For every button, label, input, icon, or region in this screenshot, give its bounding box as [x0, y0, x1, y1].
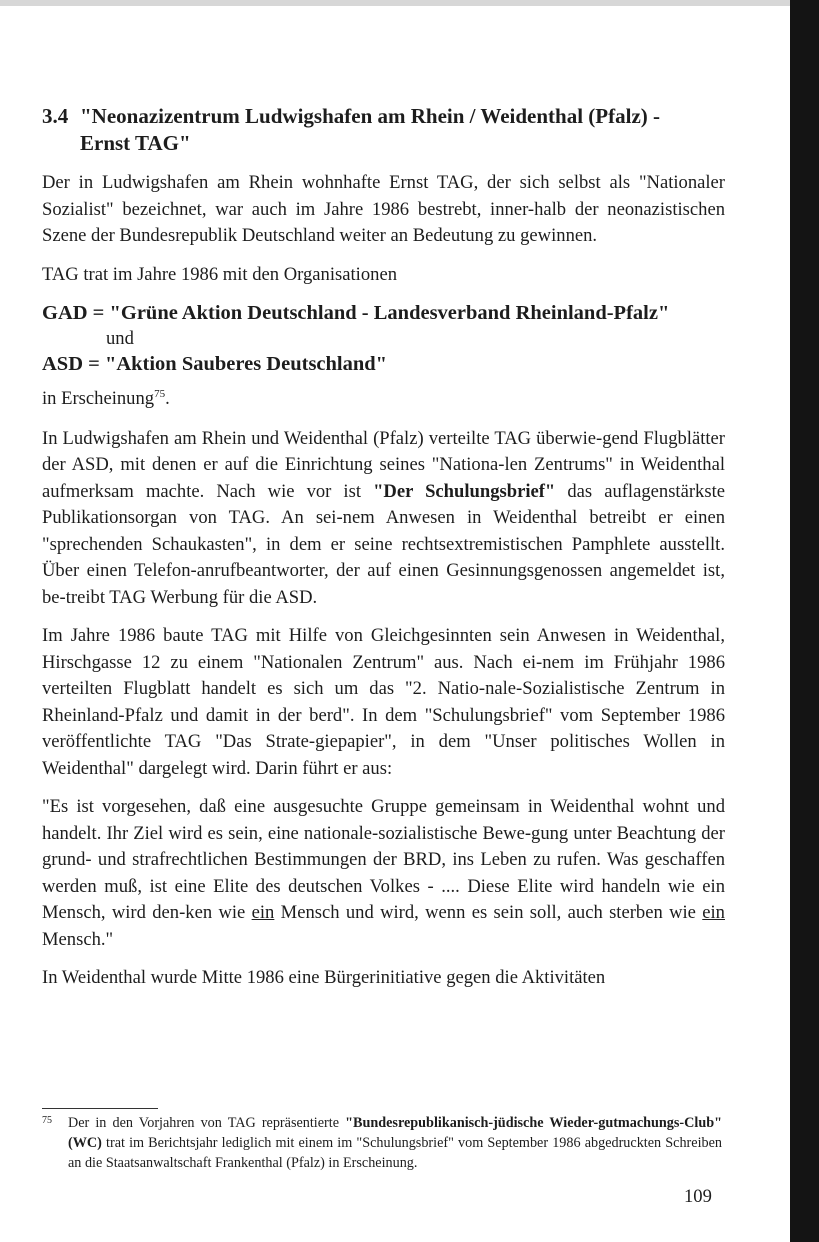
paragraph-appearance: in Erscheinung$^{75}$. [42, 387, 170, 409]
book-binding-edge [790, 0, 819, 1242]
publication-name: "Der Schulungsbrief" [373, 480, 556, 502]
organisation-asd: ASD = "Aktion Sauberes Deutschland" [42, 353, 388, 375]
footnote-reference: 75 [154, 387, 166, 400]
page-content [42, 103, 725, 1004]
underlined-word: ein [251, 902, 275, 923]
page-top-edge [0, 0, 790, 6]
section-title-line-2: Ernst TAG" [80, 131, 191, 155]
footnote-divider [42, 1108, 158, 1109]
paragraph-intro: Der in Ludwigshafen am Rhein wohnhafte Ernst TAG, der sich selbst als "Nationaler Sozialist" bezeichnet, war auch im Jahre 1986 bestrebt, inner-halb der neonazistischen Szene der Bundesrepublik Deutschland weiter an Bedeutung zu gewinnen. [42, 172, 725, 246]
footnote-number: 75 [42, 1115, 52, 1126]
footnote-text: Der in den Vorjahren von TAG repräsentierte "Bundesrepublikanisch-jüdische Wieder-gutmachungs-Club" (WC) trat im Berichtsjahr lediglich mit einem im "Schulungsbrief" vom September 1986 abgedruckten Schreiben an die Staatsanwaltschaft Frankenthal (Pfalz) in Erscheinung. [68, 1115, 722, 1171]
section-title-line-1: "Neonazizentrum Ludwigshafen am Rhein / Weidenthal (Pfalz) - [80, 104, 661, 128]
footnote [42, 1113, 725, 1173]
underlined-word: ein [702, 902, 725, 923]
section-title [80, 103, 725, 157]
section-heading [42, 103, 725, 157]
conjunction-and: und [106, 328, 134, 349]
paragraph-quote: "Es ist vorgesehen, daß eine ausgesuchte Gruppe gemeinsam in Weidenthal wohnt und handelt. Ihr Ziel wird es sein, eine nationale-sozialistische Bewe-gung unter Beachtung der grund- und strafrechtlichen Bestimmungen der BRD, ins Leben zu rufen. Was geschaffen werden muß, ist eine Elite des deutschen Volkes - .... Diese Elite wird handeln wie ein Mensch, wird den-ken wie ein Mensch und wird, wenn es sein soll, auch sterben wie ein Mensch." [42, 796, 725, 950]
paragraph-flyers: In Ludwigshafen am Rhein und Weidenthal (Pfalz) verteilte TAG überwie-gend Flugblätter der ASD, mit denen er auf die Einrichtung seines "Nationa-len Zentrums" in Weidenthal aufmerksam machte. Nach wie vor ist "Der Schulungsbrief" das auflagenstärkste Publikationsorgan von TAG. An sei-nem Anwesen in Weidenthal betreibt er einen "sprechenden Schaukasten", in dem er seine rechtsextremistischen Pamphlete ausstellt. Über einen Telefon-anrufbeantworter, der auf einen Gesinnungsgenossen angemeldet ist, be-treibt TAG Werbung für die ASD. [42, 427, 725, 608]
paragraph-national-centre: Im Jahre 1986 baute TAG mit Hilfe von Gleichgesinnten sein Anwesen in Weidenthal, Hirschgasse 12 zu einem "Nationalen Zentrum" aus. Nach ei-nem im Frühjahr 1986 verteilten Flugblatt handelt es sich um das "2. Natio-nale-Sozialistische Zentrum in Rheinland-Pfalz und damit in der berd". In dem "Schulungsbrief" vom September 1986 veröffentlichte TAG "Das Strate-giepapier", in dem "Unser politisches Wollen in Weidenthal" dargelegt wird. Darin führt er aus: [42, 625, 725, 779]
paragraph-organisations-lead: TAG trat im Jahre 1986 mit den Organisationen [42, 263, 397, 285]
page-number: 109 [684, 1186, 712, 1207]
organisation-gad: GAD = "Grüne Aktion Deutschland - Landesverband Rheinland-Pfalz" [42, 302, 670, 324]
section-number: 3.4 [42, 104, 69, 128]
paragraph-citizens-initiative: In Weidenthal wurde Mitte 1986 eine Bürgerinitiative gegen die Aktivitäten [42, 967, 606, 988]
